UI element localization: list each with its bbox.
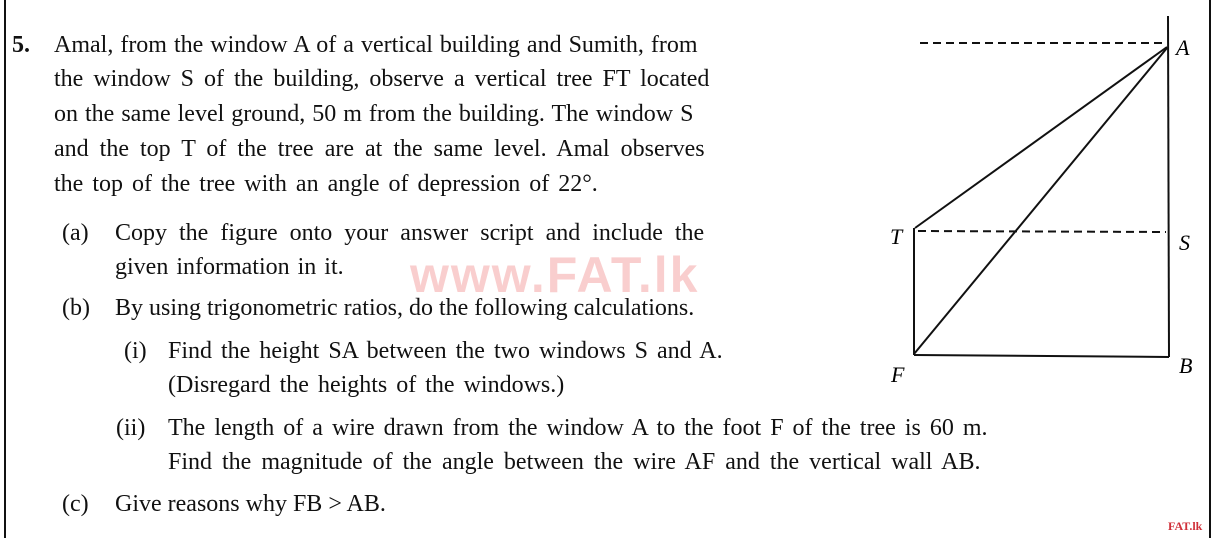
stem-line: and the top T of the tree are at the same level. Amal observes bbox=[54, 136, 705, 162]
stem-line: the window S of the building, observe a vertical tree FT located bbox=[54, 66, 710, 92]
part-bii-line: Find the magnitude of the angle between the wire AF and the vertical wall AB. bbox=[168, 449, 981, 475]
part-bii-line: The length of a wire drawn from the window A to the foot F of the tree is 60 m. bbox=[168, 415, 988, 441]
part-bi-line: (Disregard the heights of the windows.) bbox=[168, 372, 565, 398]
watermark: www.FAT.lk bbox=[410, 247, 700, 303]
part-a-label: (a) bbox=[62, 220, 89, 246]
building-wall bbox=[1168, 16, 1169, 357]
part-a-line: Copy the figure onto your answer script and include the bbox=[115, 220, 705, 246]
horizontal-dashed-T-S bbox=[918, 231, 1166, 232]
part-b-text: By using trigonometric ratios, do the following calculations. bbox=[115, 295, 695, 321]
stem-line: the top of the tree with an angle of depression of 22°. bbox=[54, 171, 598, 197]
label-T: T bbox=[890, 224, 903, 249]
stem-line: on the same level ground, 50 m from the building. The window S bbox=[54, 101, 694, 127]
label-A: A bbox=[1176, 35, 1190, 60]
part-c-label: (c) bbox=[62, 491, 89, 517]
label-F: F bbox=[891, 362, 905, 387]
part-bii-label: (ii) bbox=[116, 415, 146, 441]
label-S: S bbox=[1179, 230, 1190, 255]
label-B: B bbox=[1179, 353, 1193, 378]
corner-mark: FAT.lk bbox=[1168, 519, 1203, 533]
part-b-label: (b) bbox=[62, 295, 90, 321]
part-a-line: given information in it. bbox=[115, 254, 344, 280]
part-bi-line: Find the height SA between the two windows S and A. bbox=[168, 338, 723, 364]
part-bi-label: (i) bbox=[124, 338, 147, 364]
question-number: 5. bbox=[12, 32, 30, 58]
part-c-text: Give reasons why FB > AB. bbox=[115, 491, 386, 517]
stem-line: Amal, from the window A of a vertical building and Sumith, from bbox=[54, 32, 698, 58]
ground-FB bbox=[914, 355, 1169, 357]
